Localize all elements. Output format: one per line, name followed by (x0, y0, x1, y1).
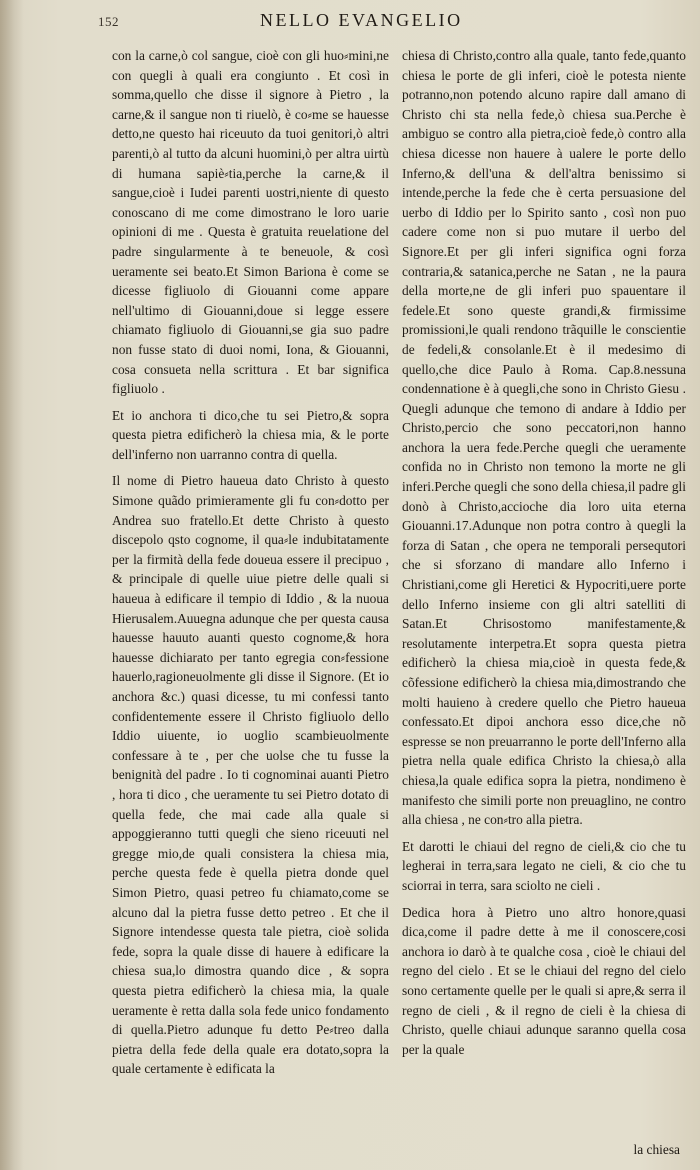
running-head: NELLO EVANGELIO (260, 10, 463, 30)
page-header (0, 8, 700, 38)
right-paragraph-1: chiesa di Christo,contro alla quale, tanto fede,quanto chiesa le porte de gli inferi, cioè le potesta niente potranno,non potendo alcuno rapire dall amano di Christo chi sta nella fede,ò chiesa sua.Perche è ambiguo se contro alla pietra,cioè fede,ò contro alla chiesa dicesse non hauere à ualere le porte dello Inferno,& dell'una & dell'altra benissimo si intende,perche la fede che è certa persuasione del uerbo di Iddio per lo Spirito santo , così non puo cadere come non si puo mutare il uerbo del Signore.Et per gli inferi significa ogni forza contraria,& satanica,perche ne Satan , ne la paura della morte,ne de gli inferi puo spauentare il fedele.Et sono queste grandi,& firmissime promissioni,le quali rendono trãquille le conscientie de fedeli,& consolanle.Et è il medesimo di quello,che dice Paulo à Roma. Cap.8.nessuna condennatione è à quegli,che sono in Christo Giesu . Quegli adunque che temono di andare à Iddio per Christo,percio che sono peccatori,non hanno anchora la uera fede.Perche quegli che ueramente confida no in Christo non temono la morte ne gli inferi.Perche quegli che sono della chiesa,il padre gli donò à Christo,accioche dia loro uita eterna Giouanni.17.Adunque non potra contro à quegli la forza di Satan , che opera ne temporali persequtori che si sforzano di mandare allo Inferno i Christiani,come gli Heretici & Hypocriti,uere porte dello Inferno insieme con gli altri satelliti di Satan.Et Chrisostomo manifestamente,& resolutamente interpetra.Et sopra questa pietra edificherò la chiesa mia,cioè in questa fede,& cõfessione edificherò la chiesa mia,dimostrando che molti hauieno à credere quello che Pietro haueua confessato.Et dipoi anchora esso dice,che nõ espresse se non preuarranno le porte dell'Inferno alla pietra nella quale edifica Christo la chiesa,ò alla chiesa,la quale edifica sopra la pietra, nondimeno è manifesto che simili porte non preuaglino, ne contro alla chiesa , ne con⸗tro alla pietra. (402, 48, 686, 828)
right-paragraph-2: Dedica hora à Pietro uno altro honore,quasi dica,come il padre dette à me il conoscere,cosi anchora io darò à te qualche cosa , cioè le chiaui del regno del cielo . Et se le chiaui del regno del cielo sono certamente quelle per le quali si apre,& serra il regno de cieli , & il regno de cieli è la chiesa di Christo, quelle chiaui adunque saranno quella cosa per la quale (402, 904, 686, 1057)
right-column (402, 46, 686, 1146)
catchword: la chiesa (633, 1142, 680, 1157)
left-column (112, 46, 389, 1146)
left-scripture-verse: Et io anchora ti dico,che tu sei Pietro,& sopra questa pietra edificherò la chiesa mia, & le porte dell'inferno non uarranno contra di quella. (112, 407, 389, 462)
right-scripture-verse: Et darotti le chiaui del regno de cieli,& cio che tu legherai in terra,sara legato ne cieli, & cio che tu sciorrai in terra, sara sciolto ne cieli . (402, 838, 686, 893)
gutter-shadow (0, 0, 24, 1170)
page-number: 152 (98, 14, 119, 29)
left-paragraph-2: Il nome di Pietro haueua dato Christo à questo Simone quãdo primieramente gli fu con⸗dotto per Andrea suo fratello.Et dette Christo à questo discepolo qsto cognome, il qua⸗le indubitatamente per la firmità della fede doueua essere il precipuo , & principale di quelle uiue pietre delle quali si haueua à edificare il tempio di Iddio , & la nuoua Hierusalem.Auuegna adunque che per questa causa hauesse hauuto auanti questo cognome,& hora hauesse dichiarato per tanto egregia con⸗fessione hauerlo,ragioneuolmente gli disse il Signore. (Et io anchora &c.) quasi dicesse, tu mi confessi tanto confidentemente essere il Christo figliuolo dello Iddio uiuente, io uoglio scambieuolmente confessare à te , per che uolse che tu fusse la benignità del padre . Io ti cognominai auanti Pietro , hora ti dico , che ueramente tu sei Pietro dotato di quella fede, che mai cade alla quale si appoggieranno tutti quegli che sieno riceuuti nel gregge mio,de quali consistera la chiesa mia, perche questa fede è quella pietra donde quel Simon Pietro, quasi petreo fu chiamato,come se alcuno dal la pietra fusse detto petreo . Et che il Signore intendesse questa tale pietra, cioè solida fede, sopra la quale disse di hauere à edificare la chiesa sua,lo dimostra quando dice , & sopra questa pietra edificherò la chiesa mia, la quale ueramente è retta dalla sola fede unico fondamento di quella.Pietro adunque fu detto Pe⸗treo dalla pietra della fede della quale era dotato,sopra la quale certamente è edificata la (112, 473, 389, 1077)
left-paragraph-1: con la carne,ò col sangue, cioè con gli huo⸗mini,ne con quegli à quali era congiunto . Et così in somma,quello che disse il signore à Pietro , la carne,& il sangue non ti riuelò, è co⸗me se hauesse detto,ne questo hai riceuuto da tuoi genitori,ò altri parenti,ò al tutto da alcuni huomini,ò per altra uirtù di humana sapiè⸗tia,perche la carne,& il sangue,cioè i Iudei parenti uostri,niente di questo conoscano di me come dimostrano le loro uarie opinioni di me . Questa è gratuita reuelatione del padre singularmente à te beneuole, & così ueramente sei beato.Et Simon Bariona è come se dicesse figliuolo di Giouanni come appare nell'ultimo di Giouanni,doue si legge essere chiamato figliuolo di Giouanni,se gia suo padre non fusse stato di duoi nomi, Iona, & Giouanni, cosa consueta nella scrittura . Et bar significa figliuolo . (112, 48, 389, 397)
